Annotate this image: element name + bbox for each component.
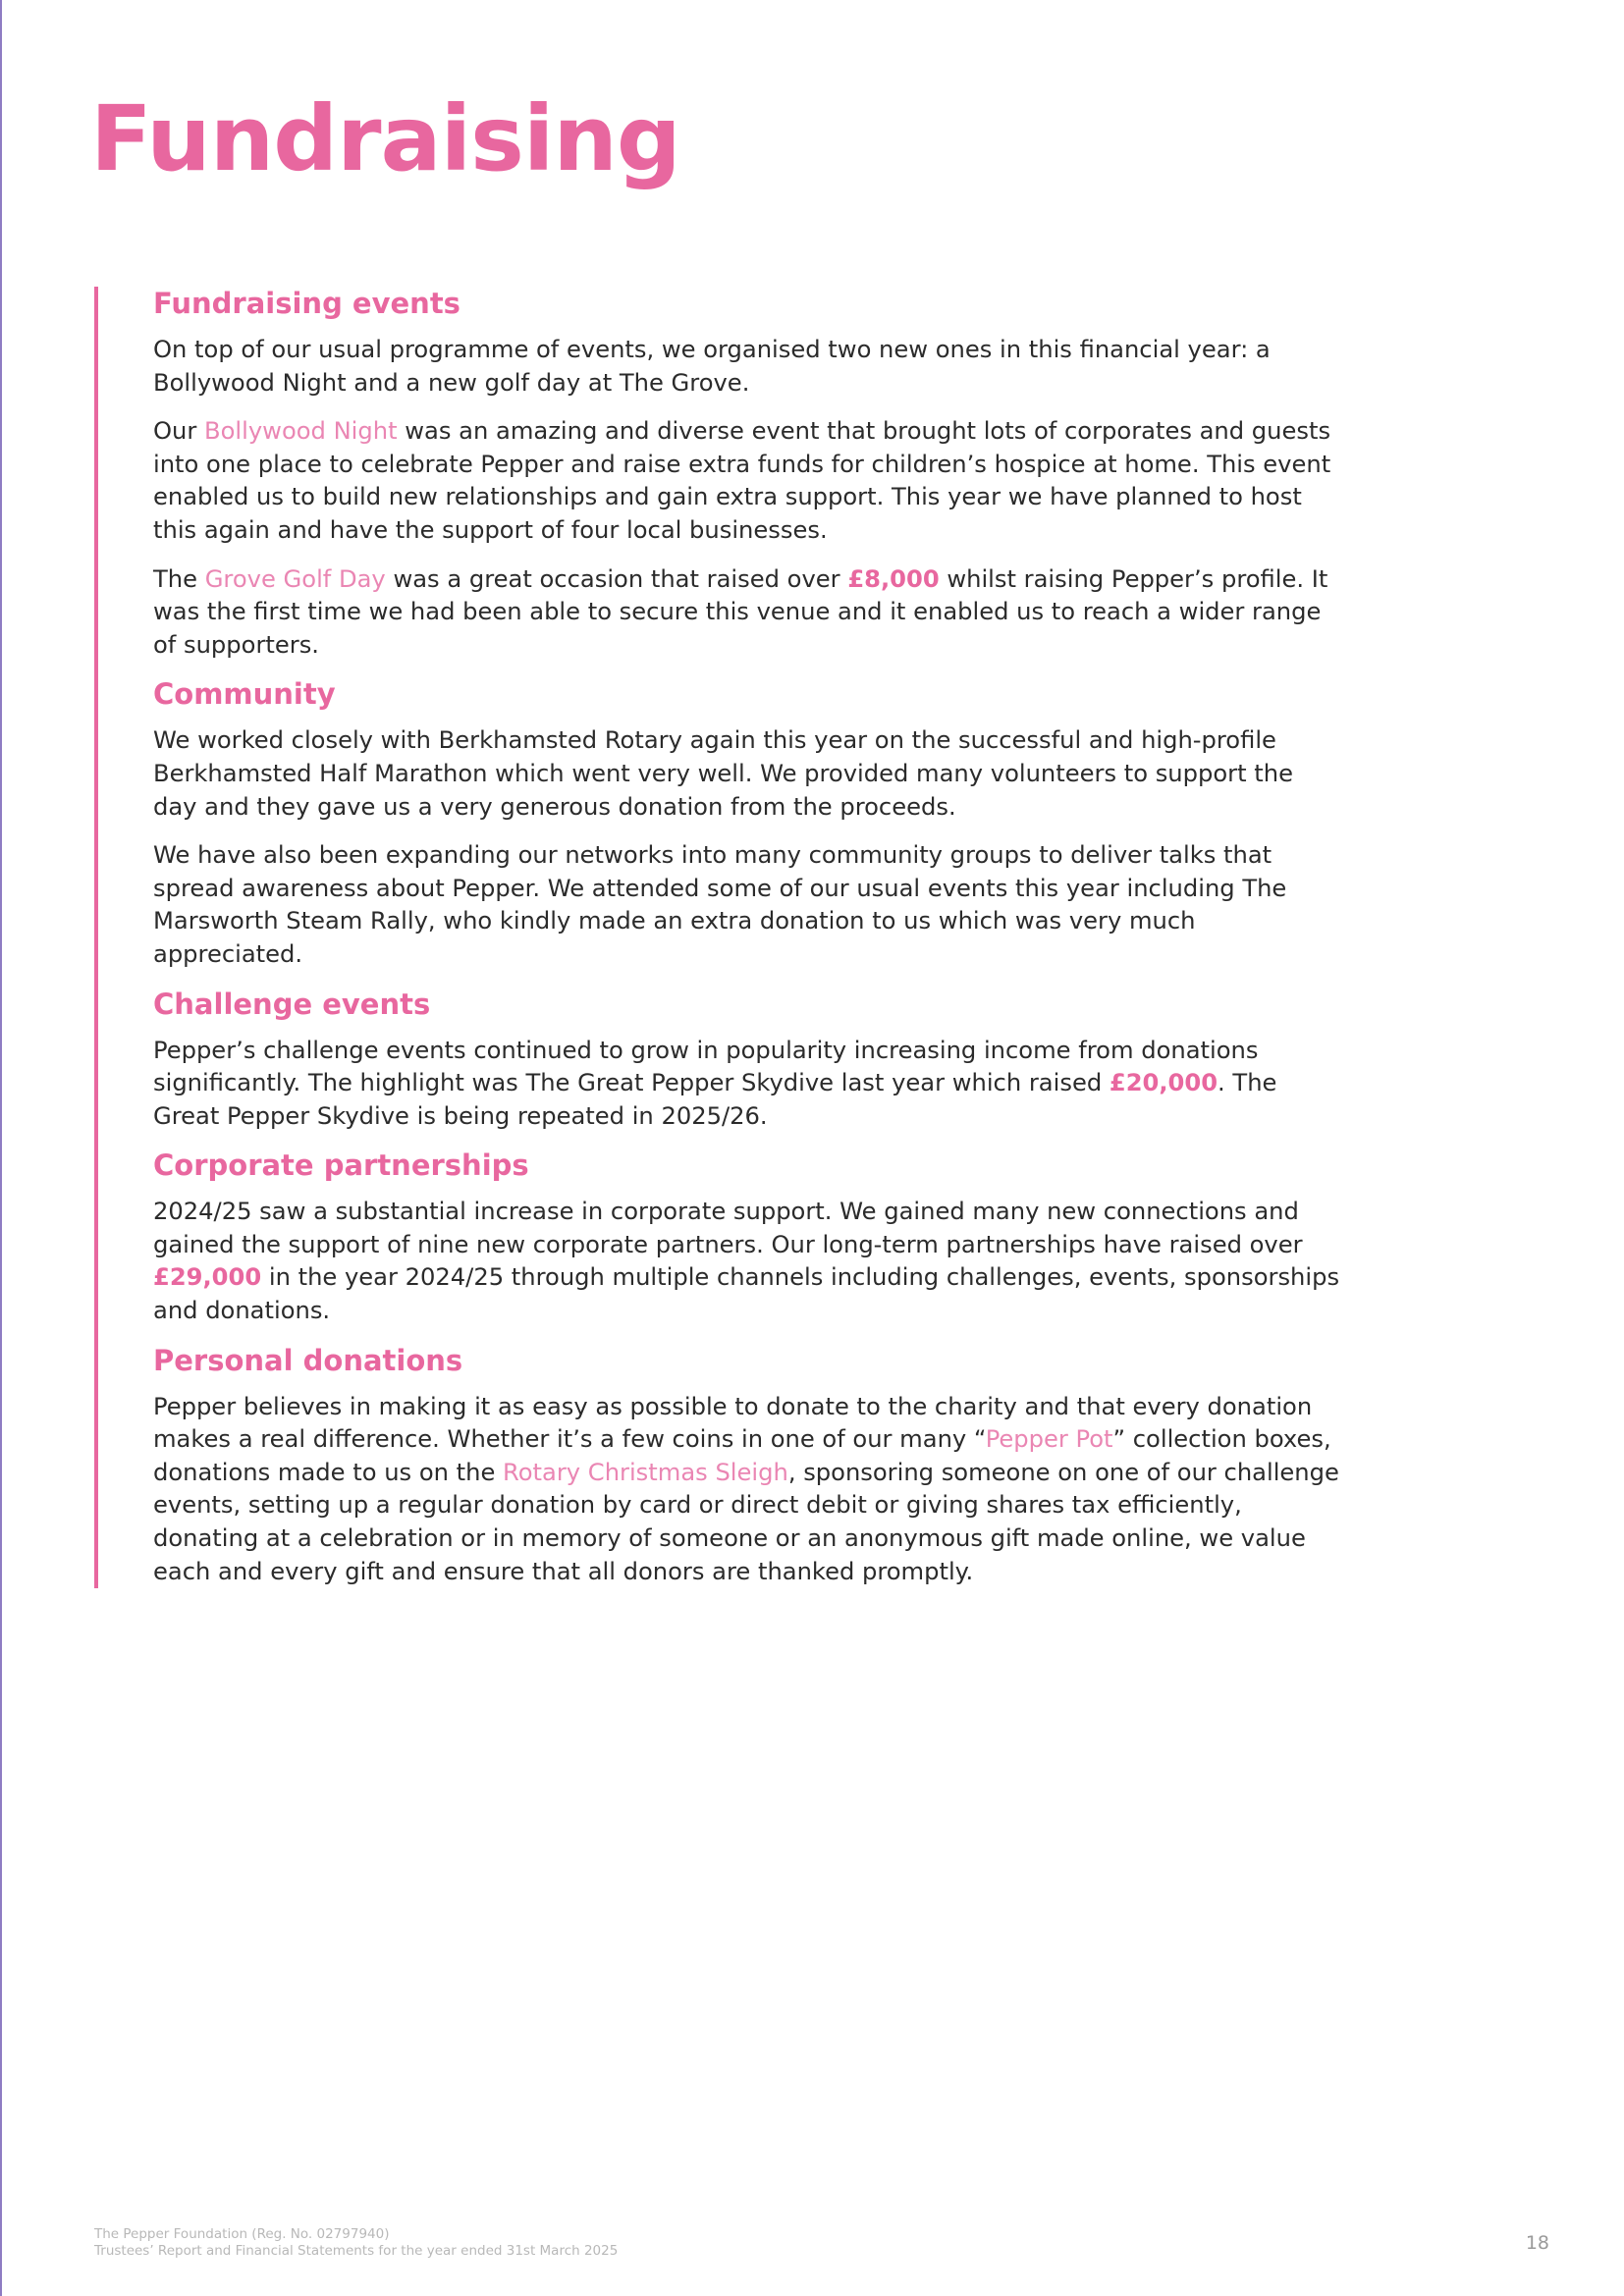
text-run: 2024/25 saw a substantial increase in corporate support. We gained many new connections and gained the support of nine new corporate partners. Our long-term partnerships have raised over	[153, 1198, 1303, 1258]
section-corporate-partnerships	[153, 1148, 1341, 1327]
paragraph	[153, 563, 1341, 663]
text-run: Pepper believes in making it as easy as possible to donate to the charity and that every donation makes a real difference. Whether it’s a few coins in one of our many “	[153, 1392, 1313, 1454]
section-heading: Challenge events	[153, 987, 431, 1021]
paragraph	[153, 1035, 1341, 1134]
text-run: whilst raising Pepper’s profile. It was the first time we had been able to secure this venue and it enabled us to reach a wider range of supporters.	[153, 564, 1328, 659]
paragraph	[153, 1196, 1341, 1327]
bollywood-night-link[interactable]: Bollywood Night	[204, 417, 398, 446]
pepper-pot-link[interactable]: Pepper Pot	[985, 1425, 1113, 1454]
paragraph: We have also been expanding our networks into many community groups to deliver talks that spread awareness about Pepper. We attended some of our usual events this year including The Marsworth Steam Rally, who kindly made an extra donation to us which was very much appreciated.	[153, 841, 1287, 968]
paragraph	[153, 415, 1341, 547]
text-run: ” collection boxes, donations made to us on the	[153, 1425, 1331, 1486]
text-run: in the year 2024/25 through multiple channels including challenges, events, sponsorships and donations.	[153, 1263, 1340, 1325]
page-footer	[94, 2226, 618, 2260]
page-edge-line	[0, 0, 2, 2296]
footer-line: Trustees’ Report and Financial Statements for the year ended 31st March 2025	[94, 2243, 619, 2259]
section-fundraising-events	[153, 287, 1341, 662]
page-title: Fundraising	[90, 86, 680, 191]
amount-highlight: £20,000	[1109, 1069, 1218, 1097]
text-run: was an amazing and diverse event that brought lots of corporates and guests into one place to celebrate Pepper and raise extra funds for children’s hospice at home. This event enabled us to build new relationships and gain extra support. This year we have planned to host this again and have the support of four local businesses.	[153, 417, 1331, 544]
text-run: . The Great Pepper Skydive is being repeated in 2025/26.	[153, 1069, 1277, 1130]
section-challenge-events	[153, 988, 1341, 1134]
text-run: , sponsoring someone on one of our challenge events, setting up a regular donation by card or direct debit or giving shares tax efficiently, donating at a celebration or in memory of someone or an anonymous gift made online, we value each and every gift and ensure that all donors are thanked promptly.	[153, 1458, 1339, 1585]
section-community	[153, 677, 1341, 971]
footer-line: The Pepper Foundation (Reg. No. 02797940)	[94, 2226, 390, 2242]
text-run: Pepper’s challenge events continued to grow in popularity increasing income from donations significantly. The highlight was The Great Pepper Skydive last year which raised	[153, 1036, 1259, 1097]
section-heading: Personal donations	[153, 1343, 463, 1377]
text-run: The	[153, 564, 205, 593]
rotary-christmas-sleigh-link[interactable]: Rotary Christmas Sleigh	[503, 1458, 788, 1486]
text-run: Our	[153, 417, 205, 446]
paragraph: On top of our usual programme of events, we organised two new ones in this financial year: a Bollywood Night and a new golf day at The Grove.	[153, 336, 1271, 397]
paragraph	[153, 1391, 1341, 1589]
amount-highlight: £29,000	[153, 1263, 262, 1292]
section-personal-donations	[153, 1344, 1341, 1589]
section-heading: Fundraising events	[153, 287, 460, 320]
amount-highlight: £8,000	[847, 564, 940, 593]
grove-golf-day-link[interactable]: Grove Golf Day	[204, 564, 386, 593]
main-content	[94, 287, 1341, 1588]
text-run: was a great occasion that raised over	[385, 564, 848, 593]
section-heading: Community	[153, 677, 336, 712]
page-number: 18	[1525, 2232, 1549, 2254]
paragraph: We worked closely with Berkhamsted Rotary again this year on the successful and high-profile Berkhamsted Half Marathon which went very well. We provided many volunteers to support the day and they gave us a very generous donation from the proceeds.	[153, 726, 1293, 821]
section-heading: Corporate partnerships	[153, 1148, 529, 1183]
